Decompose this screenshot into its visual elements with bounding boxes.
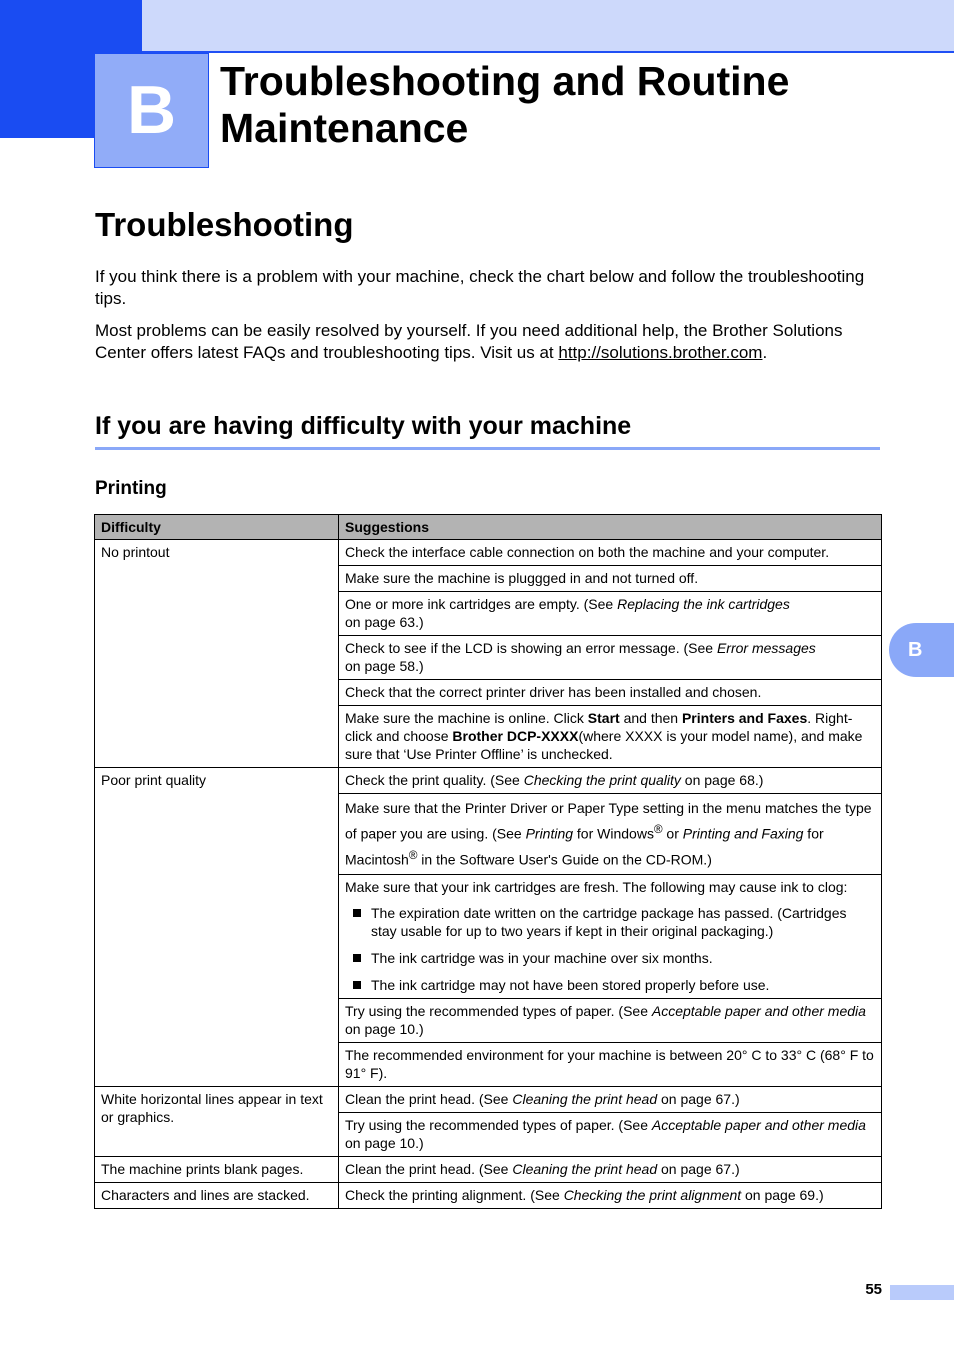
difficulty-cell: No printout [95,540,339,768]
text: Clean the print head. (See [345,1161,513,1178]
text: and then [619,710,682,726]
ui-term: Start [587,710,620,726]
difficulty-cell: Characters and lines are stacked. [95,1183,339,1209]
table-header-row [95,515,882,540]
header-band-rule [142,51,954,53]
table-row [95,1157,882,1183]
text: on page 69.) [741,1187,824,1204]
cross-reference: Printing [525,825,574,842]
suggestion-cell [339,636,882,680]
difficulty-cell: Poor print quality [95,768,339,1087]
suggestion-cell [339,592,882,636]
chapter-side-tab [889,623,954,677]
suggestion-cell [339,768,882,794]
cross-reference: Checking the print quality [523,772,681,788]
page-number: 55 [865,1281,882,1298]
registered-mark: ® [408,848,418,862]
suggestion-cell [339,1183,882,1209]
text: . Right-click and choose [345,710,853,744]
section-title: Troubleshooting [95,206,354,243]
chapter-letter: B [126,72,177,148]
text: Make sure that your ink cartridges are fresh. The following may cause ink to clog: [345,879,848,896]
printing-troubleshooting-table [94,514,882,1209]
suggestion-cell: Make sure the machine is pluggged in and not turned off. [339,566,882,592]
text: Check to see if the LCD is showing an error message. (See [345,640,717,656]
list-item: The ink cartridge was in your machine over six months. [345,949,875,967]
table-row [95,540,882,566]
text: on page 63.) [345,614,424,630]
text: Clean the print head. (See [345,1091,513,1108]
page-number-bar [890,1285,954,1300]
ui-term: Brother DCP-XXXX [452,728,579,744]
table-row [95,768,882,794]
cross-reference: Cleaning the print head [512,1091,658,1108]
solutions-center-link[interactable]: http://solutions.brother.com [558,343,763,362]
text: for Macintosh [345,825,824,868]
text: Check the printing alignment. (See [345,1187,564,1204]
subsection-title: If you are having difficulty with your machine [95,412,632,440]
text: on page 68.) [680,772,764,788]
suggestion-cell [339,794,882,875]
list-item: The expiration date written on the cartridge package has passed. (Cartridges stay usable for up to two years if kept in their original packaging.) [345,904,875,940]
help-paragraph-end: . [762,343,768,362]
cross-reference: Acceptable paper and other media [651,1003,866,1020]
text: Make sure that the Printer Driver or Paper Type setting in the menu matches the type of paper you are using. (See [345,800,872,842]
suggestion-cell [339,875,882,999]
text: Try using the recommended types of paper. (See [345,1117,652,1134]
text: Try using the recommended types of paper. (See [345,1003,652,1020]
cross-reference: Replacing the ink cartridges [617,596,790,612]
text: on page 10.) [345,1135,424,1152]
difficulty-cell: White horizontal lines appear in text or graphics. [95,1087,339,1157]
text: on page 58.) [345,658,424,674]
ui-term: Printers and Faxes [681,710,808,726]
text: for Windows [573,825,654,842]
printing-title: Printing [95,478,167,499]
table-row [95,1183,882,1209]
text: One or more ink cartridges are empty. (See [345,596,618,612]
table-row [95,1087,882,1113]
text: on page 10.) [345,1021,424,1038]
suggestion-cell [339,1113,882,1157]
registered-mark: ® [653,823,663,836]
text: on page 67.) [657,1161,740,1178]
header-band [142,0,954,52]
header-suggestions: Suggestions [339,515,882,540]
text: in the Software User's Guide on the CD-ROM.) [417,851,712,868]
clog-causes-list [345,904,875,994]
suggestion-cell: The recommended environment for your machine is between 20° C to 33° C (68° F to 91° F). [339,1043,882,1087]
text: (where XXXX is your model name), and make sure that ‘Use Printer Offline’ is unchecked. [345,728,863,762]
help-paragraph [95,320,875,364]
suggestion-cell [339,706,882,768]
text: Make sure the machine is online. Click [345,710,588,726]
cross-reference: Cleaning the print head [512,1161,658,1178]
cross-reference: Acceptable paper and other media [651,1117,866,1134]
cross-reference: Printing and Faxing [682,825,804,842]
subsection-rule [95,447,880,450]
list-item: The ink cartridge may not have been stored properly before use. [345,976,875,994]
suggestion-cell: Check that the correct printer driver has been installed and chosen. [339,680,882,706]
suggestion-cell: Check the interface cable connection on both the machine and your computer. [339,540,882,566]
cross-reference: Checking the print alignment [563,1187,742,1204]
text: or [662,825,683,842]
header-difficulty: Difficulty [95,515,339,540]
chapter-title: Troubleshooting and Routine Maintenance [220,58,790,151]
text: Check the print quality. (See [345,772,524,788]
suggestion-cell [339,1087,882,1113]
cross-reference: Error messages [716,640,816,656]
suggestion-cell [339,999,882,1043]
side-tab-label: B [908,639,923,661]
chapter-letter-box [94,53,209,168]
intro-paragraph: If you think there is a problem with your machine, check the chart below and follow the troubleshooting tips. [95,267,865,308]
help-paragraph-text: Most problems can be easily resolved by yourself. If you need additional help, the Brother Solutions Center offers latest FAQs and troubleshooting tips. Visit us at [95,321,843,362]
text: on page 67.) [657,1091,740,1108]
suggestion-cell [339,1157,882,1183]
difficulty-cell: The machine prints blank pages. [95,1157,339,1183]
